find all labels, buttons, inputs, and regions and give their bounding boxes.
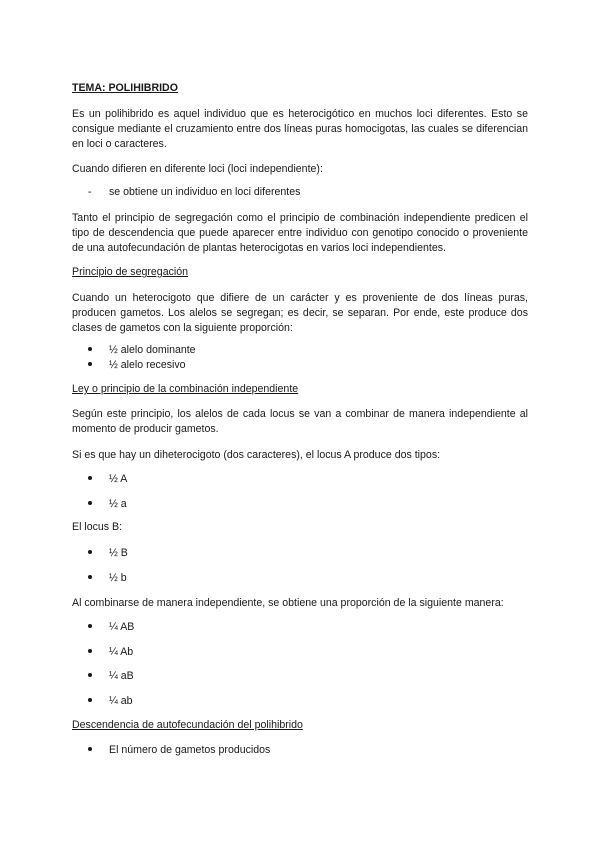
bullet-icon — [88, 358, 92, 373]
list-item-text: ¼ ab — [109, 695, 133, 707]
dash-bullet: - — [88, 186, 92, 198]
bullet-icon — [88, 743, 92, 758]
segregation-heading: Principio de segregación — [72, 266, 189, 278]
dihybrid-paragraph: Si es que hay un diheterocigoto (dos caracteres), el locus A produce dos tipos: — [72, 449, 441, 461]
locus-b-label: El locus B: — [72, 521, 123, 533]
bullet-icon — [88, 694, 92, 709]
combination-paragraph: Según este principio, los alelos de cada locus se van a combinar de manera independiente al momento de producir gametos. — [72, 408, 528, 435]
list-item-text: ¼ Ab — [109, 646, 134, 658]
page-title: TEMA: POLIHIBRIDO — [72, 82, 178, 94]
bullet-icon — [88, 571, 92, 586]
list-item-text: ½ alelo recesivo — [109, 359, 186, 371]
list-item-text: ½ alelo dominante — [109, 344, 196, 356]
bullet-icon — [88, 472, 92, 487]
list-item-text: se obtiene un individuo en loci diferentes — [109, 186, 301, 198]
combination-heading: Ley o principio de la combinación independiente — [72, 383, 299, 395]
bullet-icon — [88, 497, 92, 512]
bullet-icon — [88, 343, 92, 358]
combined-paragraph: Al combinarse de manera independiente, se obtiene una proporción de la siguiente manera: — [72, 597, 504, 609]
loci-intro-paragraph: Cuando difieren en diferente loci (loci independiente): — [72, 163, 323, 175]
list-item-text: ¼ aB — [109, 670, 134, 682]
list-item-text: ½ a — [109, 498, 127, 510]
list-item-text: ½ A — [109, 473, 128, 485]
bullet-icon — [88, 546, 92, 561]
bullet-icon — [88, 669, 92, 684]
selfing-heading: Descendencia de autofecundación del polihibrido — [72, 719, 303, 731]
list-item-text: ¼ AB — [109, 621, 135, 633]
list-item-text: ½ b — [109, 572, 127, 584]
principles-paragraph: Tanto el principio de segregación como el principio de combinación independiente predicen el tipo de descendencia que puede aparecer entre individuo con genotipo conocido o proveniente de una autofecundación de plantas heterocigotas en varios loci independientes. — [72, 212, 528, 254]
list-item-text: El número de gametos producidos — [109, 744, 271, 756]
list-item-text: ½ B — [109, 547, 128, 559]
intro-paragraph: Es un polihibrido es aquel individuo que es heterocigótico en muchos loci diferentes. Esto se consigue mediante el cruzamiento entre dos líneas puras homocigotas, las cuales se diferencian en loci o caracteres. — [72, 108, 528, 150]
segregation-paragraph: Cuando un heterocigoto que difiere de un carácter y es proveniente de dos líneas puras, producen gametos. Los alelos se segregan; es decir, se separan. Por ende, este produce dos clases de gametos con la siguiente proporción: — [72, 292, 528, 334]
bullet-icon — [88, 620, 92, 635]
bullet-icon — [88, 645, 92, 660]
